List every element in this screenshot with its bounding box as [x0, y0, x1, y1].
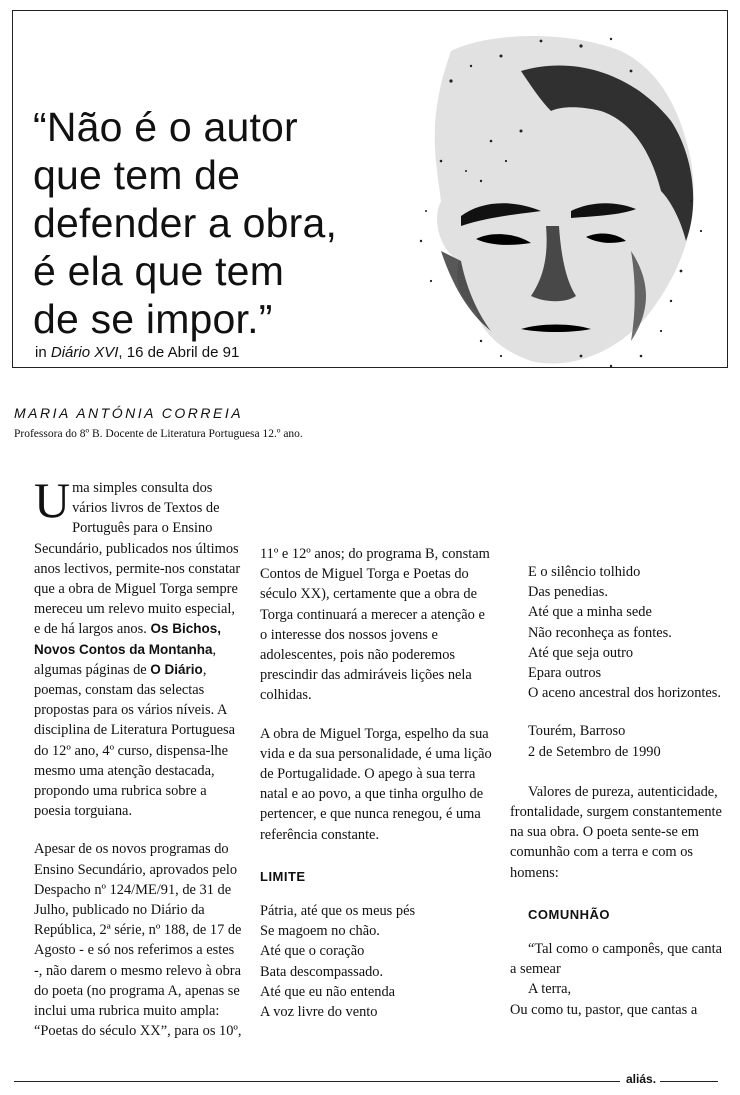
quote-box	[12, 10, 728, 368]
paragraph: Valores de pureza, autenticidade, frontalidade, surgem constantemente na sua obra. O poeta sente-se em comunhão com a terra e com os homens:	[510, 783, 722, 881]
poem-line: Se magoem no chão.	[260, 923, 380, 940]
paragraph: Apesar de os novos programas do Ensino Secundário, aprovados pelo Despacho nº 124/ME/91, de 31 de Julho, publicado no Diário da República, 2ª série, nº 188, de 17 de Agosto - e só nos referimos a estes -, não darem o mesmo relevo à obra do poeta (no programa A, apenas se inclui uma rubrica muito ampla: “Poetas do século XX”, para os 10º,	[34, 841, 242, 1040]
pull-quote-line: de se impor.”	[33, 296, 273, 342]
poem-line: Até que seja outro	[528, 644, 634, 661]
author-name: MARIA ANTÓNIA CORREIA	[14, 405, 244, 421]
paragraph	[34, 472, 244, 821]
poem-line: Até que a minha sede	[528, 604, 652, 621]
article-column-2	[260, 544, 492, 1022]
poem-line: Até que eu não entenda	[260, 983, 396, 1000]
poem-line: Das penedias.	[528, 584, 608, 601]
pull-quote	[33, 103, 433, 343]
poem-line: Até que o coração	[260, 943, 365, 960]
source-prefix: in	[35, 344, 47, 361]
poem-title: LIMITE	[260, 868, 306, 884]
article-column-3	[510, 562, 722, 1020]
poem-line: A voz livre do vento	[260, 1004, 378, 1021]
poem-line: Pátria, até que os meus pés	[260, 903, 416, 920]
pull-quote-line: que tem de	[33, 152, 241, 198]
footer-rule-left	[14, 1081, 620, 1082]
poem-date: 2 de Setembro de 1990	[528, 743, 661, 760]
poem-comunhao	[510, 939, 722, 1020]
poem-line: E o silêncio tolhido	[528, 564, 641, 580]
paragraph: 11º e 12º anos; do programa B, constam Contos de Miguel Torga e Poetas do século XX), certamente que a obra de Torga continuará a merecer a atenção e o interesse dos nossos jovens e adolescentes, pois não poderemos prescindir das admiráveis lições nela colhidas.	[260, 546, 490, 704]
book-titles: Os Bichos, Novos Contos da Montanha	[34, 621, 221, 657]
quote-source	[35, 344, 239, 361]
source-work: Diário XVI	[50, 344, 119, 361]
footer-rule-right	[660, 1081, 718, 1082]
poem-line: Bata descompassado.	[260, 963, 384, 980]
poem-line: Epara outros	[528, 665, 602, 682]
footer-brand: aliás.	[626, 1072, 657, 1086]
poem-title: COMUNHÃO	[528, 906, 610, 922]
drop-cap: U	[34, 472, 71, 528]
poem-limite	[260, 901, 492, 1022]
poem-line: O aceno ancestral dos horizontes.	[528, 685, 722, 702]
poem-limite-continued	[510, 562, 722, 703]
author-role: Professora do 8º B. Docente de Literatura Portuguesa 12.º ano.	[14, 428, 303, 440]
poem-line: Ou como tu, pastor, que cantas a	[510, 1001, 698, 1018]
poem-line: Não reconheça as fontes.	[528, 624, 672, 641]
pull-quote-line: é ela que tem	[33, 248, 285, 294]
pull-quote-line: “Não é o autor	[33, 104, 298, 150]
article-column-1	[34, 472, 244, 1041]
text-run: , algumas páginas de	[34, 641, 217, 678]
pull-quote-line: defender a obra,	[33, 200, 338, 246]
text-run: ma simples consulta dos vários livros de Textos de Português para o Ensino Secundário, publicados nos últimos anos lectivos, permite-nos constatar que a obra de Miguel Torga sempre mereceu um relevo muito especial, e de há largos anos.	[34, 480, 241, 638]
poem-line: “Tal como o camponês, que canta a semear	[510, 941, 722, 978]
book-title-diario: O Diário	[150, 661, 203, 677]
poem-line: A terra,	[528, 981, 572, 998]
paragraph: A obra de Miguel Torga, espelho da sua vida e da sua personalidade, é uma lição de Portugalidade. O apego à sua terra natal e ao povo, a que tinha orgulho de pertencer, e que nunca renegou, é uma referência constante.	[260, 725, 492, 843]
poem-place: Tourém, Barroso	[528, 723, 626, 740]
poem-signature	[510, 721, 722, 761]
source-date: , 16 de Abril de 91	[118, 344, 240, 361]
text-run: , poemas, constam das selectas propostas para os vários níveis. A disciplina de Literatura Portuguesa do 12º ano, 4º curso, dispensa-lhe mesmo uma atenção destacada, propondo uma rubrica sobre a poesia torguiana.	[34, 661, 236, 820]
